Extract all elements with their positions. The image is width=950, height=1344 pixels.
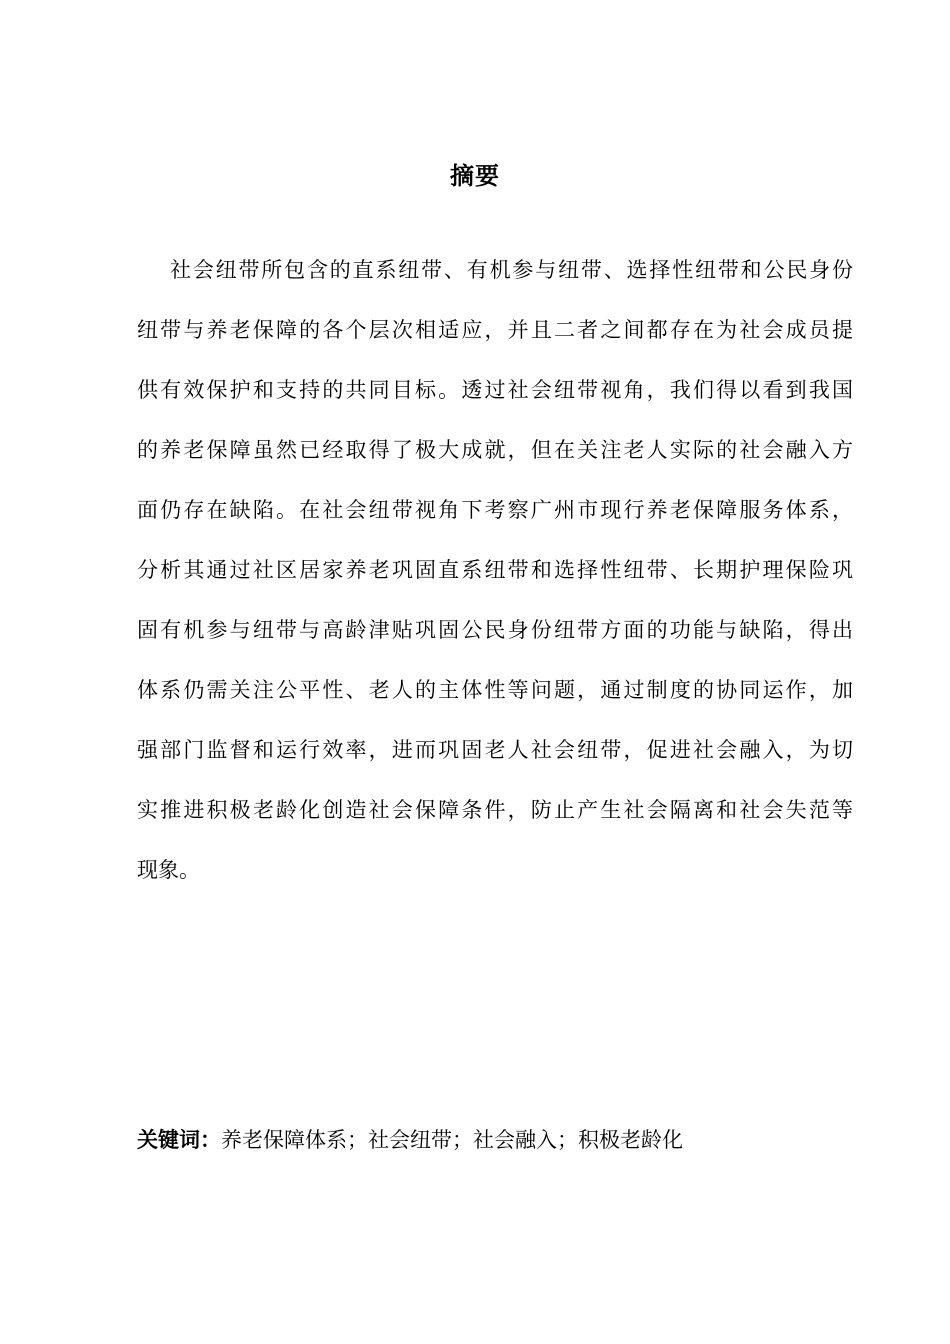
- abstract-line: 体系仍需关注公平性、老人的主体性等问题，通过制度的协同运作，加: [137, 678, 853, 702]
- abstract-line: 纽带与养老保障的各个层次相适应，并且二者之间都存在为社会成员提: [137, 318, 853, 342]
- abstract-line: 分析其通过社区居家养老巩固直系纽带和选择性纽带、长期护理保险巩: [137, 558, 853, 582]
- keywords-label: 关键词：: [137, 1128, 221, 1152]
- abstract-line: 的养老保障虽然已经取得了极大成就，但在关注老人实际的社会融入方: [137, 438, 853, 462]
- keywords-text: 养老保障体系；社会纽带；社会融入；积极老龄化: [221, 1128, 683, 1152]
- abstract-line: 社会纽带所包含的直系纽带、有机参与纽带、选择性纽带和公民身份: [170, 258, 853, 282]
- abstract-line: 面仍存在缺陷。在社会纽带视角下考察广州市现行养老保障服务体系，: [137, 498, 853, 522]
- abstract-body: [137, 252, 853, 912]
- abstract-line: 供有效保护和支持的共同目标。透过社会纽带视角，我们得以看到我国: [137, 378, 853, 402]
- abstract-line: 实推进积极老龄化创造社会保障条件，防止产生社会隔离和社会失范等: [137, 798, 853, 822]
- page-title: 摘要: [450, 162, 500, 190]
- abstract-line: 强部门监督和运行效率，进而巩固老人社会纽带，促进社会融入，为切: [137, 738, 853, 762]
- abstract-line: 现象。: [137, 858, 200, 882]
- abstract-line: 固有机参与纽带与高龄津贴巩固公民身份纽带方面的功能与缺陷，得出: [137, 618, 853, 642]
- keywords-line: [137, 1122, 683, 1158]
